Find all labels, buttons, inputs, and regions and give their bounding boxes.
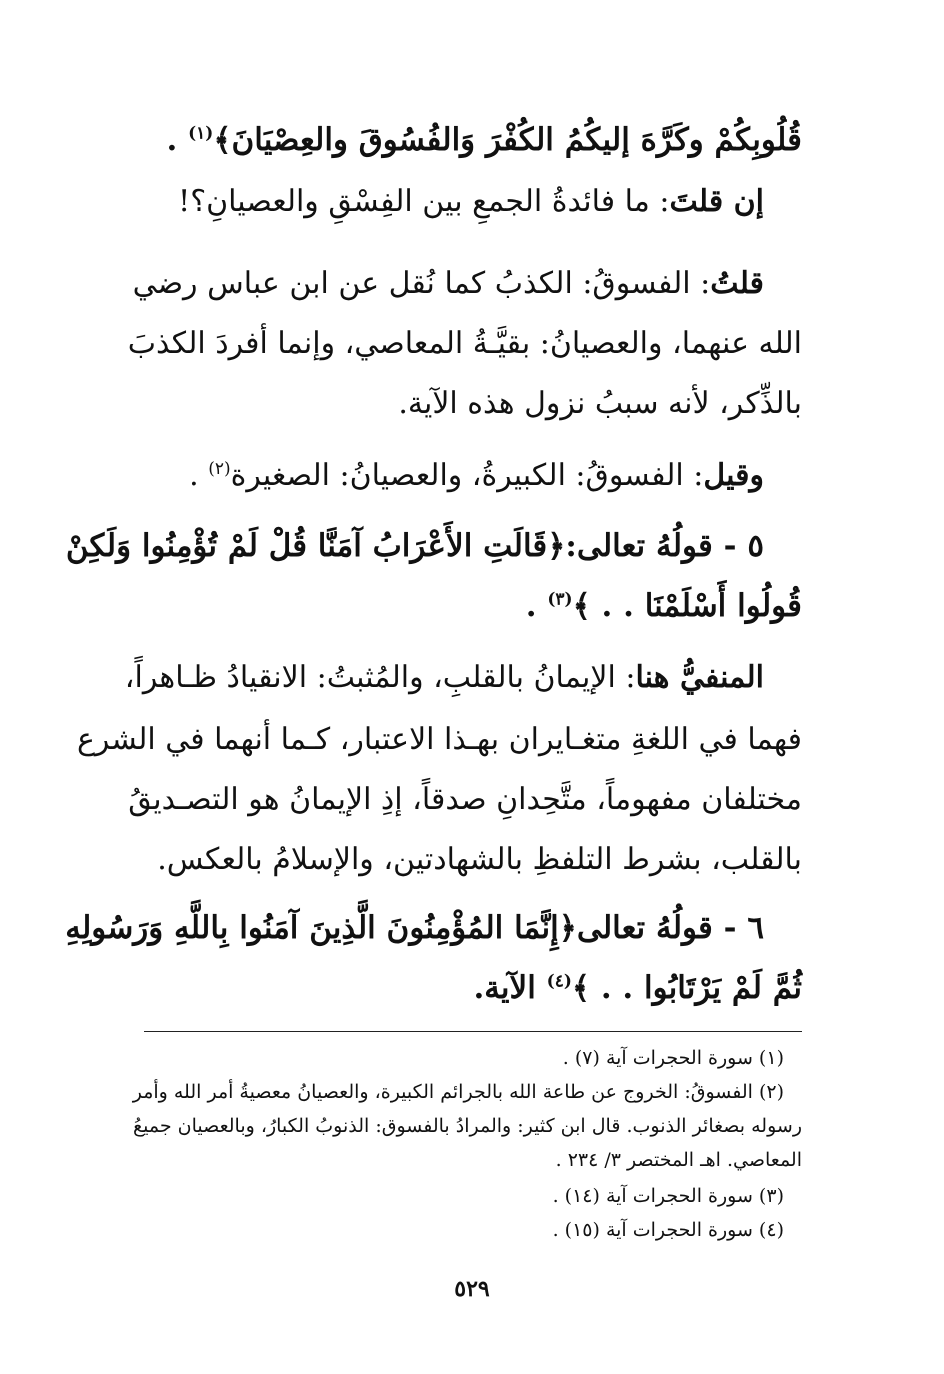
page-number: ٥٢٩	[454, 1276, 490, 1302]
qil-line	[160, 454, 764, 498]
punctuation: .	[189, 458, 209, 493]
answer-text-2: الله عنهما، والعصيانُ: بقيَّـةُ المعاصي، وإنما أفردَ الكذبَ	[127, 326, 802, 361]
question-label: إن قلتَ	[669, 184, 764, 219]
footnote-2-line-2: رسوله بصغائر الذنوب. قال ابن كثير: والمرادُ بالفسوق: الذنوبُ الكبارُ، وبالعصيان جميعُ	[133, 1115, 802, 1137]
explanation-text-4: بالقلب، بشرط التلفظِ بالشهادتين، والإسلامُ بالعكس.	[157, 842, 802, 877]
answer-text-3: بالذِّكر، لأنه سببُ نزول هذه الآية.	[398, 386, 802, 421]
answer-label: قلتُ	[710, 266, 764, 301]
footnote-ref-2[interactable]: (٢)	[208, 459, 231, 479]
footnote-2-line-3: المعاصي. اهـ المختصر ٣/ ٢٣٤ .	[555, 1149, 802, 1171]
answer-line-2	[127, 322, 802, 366]
verse-5-line-1	[65, 524, 764, 568]
verse-text: قُلُوبِكُمْ وكَرَّهَ إليكُمُ الكُفْرَ وَالفُسُوقَ والعِصْيَانَ﴾	[213, 122, 802, 158]
explanation-line-1	[124, 656, 764, 700]
footnote-ref-3[interactable]: (٣)	[547, 589, 573, 610]
footnote-divider	[144, 1031, 802, 1032]
answer-text-1: : الفسوقُ: الكذبُ كما نُقل عن ابن عباس رضي	[132, 266, 711, 301]
explanation-text-1: : الإيمانُ بالقلبِ، والمُثبتُ: الانقيادُ ظـاهراً،	[124, 660, 636, 695]
item-number-5: ٥ -	[723, 528, 764, 564]
item-number-6: ٦ -	[723, 910, 764, 946]
explanation-text-3: مختلفان مفهوماً، متَّحِدانِ صدقاً، إذِ الإيمانُ هو التصـديقُ	[128, 782, 802, 817]
verse-6-text-2: ثُمَّ لَمْ يَرْتَابُوا . . ﴾	[571, 970, 802, 1006]
verse-6-ending: الآية.	[473, 970, 547, 1006]
verse-intro: قولُهُ تعالى:	[565, 528, 713, 564]
verse-5-text-2: قُولُوا أَسْلَمْنَا . . ﴾	[572, 588, 802, 624]
answer-line-3	[160, 382, 802, 426]
answer-line-1	[132, 262, 764, 306]
qil-label: وقيل	[703, 458, 764, 493]
explanation-line-4	[157, 838, 802, 882]
verse-intro: قولُهُ تعالى	[576, 910, 713, 946]
punctuation: .	[525, 588, 548, 624]
footnote-ref-1[interactable]: (١)	[188, 123, 214, 144]
qil-text: : الفسوقُ: الكبيرةُ، والعصيانُ: الصغيرة	[230, 458, 704, 493]
footnote-3: (٣) سورة الحجرات آية (١٤) .	[552, 1185, 784, 1207]
verse-6-line-2	[160, 966, 802, 1010]
explanation-line-2	[77, 718, 802, 762]
question-text: : ما فائدةُ الجمعِ بين الفِسْقِ والعصيانِ؟!	[178, 184, 670, 219]
punctuation: .	[166, 122, 189, 158]
verse-5-line-2	[160, 584, 802, 628]
verse-5-text-1: ﴿قَالَتِ الأَعْرَابُ آمَنَّا قُلْ لَمْ تُؤْمِنُوا وَلَكِنْ	[65, 528, 566, 564]
explanation-text-2: فهما في اللغةِ متغـايران بهـذا الاعتبار، كـما أنهما في الشرع	[77, 722, 802, 757]
verse-6-line-1	[65, 906, 764, 950]
explanation-line-3	[128, 778, 802, 822]
verse-continuation-line	[160, 118, 802, 162]
footnote-2-line-1: (٢) الفسوقُ: الخروج عن طاعة الله بالجرائم الكبيرة، والعصيانُ معصيةُ أمر الله وأمر	[132, 1081, 784, 1103]
verse-6-text-1: ﴿إِنَّمَا المُؤْمِنُونَ الَّذِينَ آمَنُوا بِاللَّهِ وَرَسُولِهِ	[65, 910, 577, 946]
footnote-1: (١) سورة الحجرات آية (٧) .	[562, 1047, 784, 1069]
explanation-label: المنفيُّ هنا	[635, 660, 764, 695]
footnote-ref-4[interactable]: (٤)	[546, 971, 572, 992]
footnote-4: (٤) سورة الحجرات آية (١٥) .	[552, 1219, 784, 1241]
question-line	[160, 180, 764, 224]
